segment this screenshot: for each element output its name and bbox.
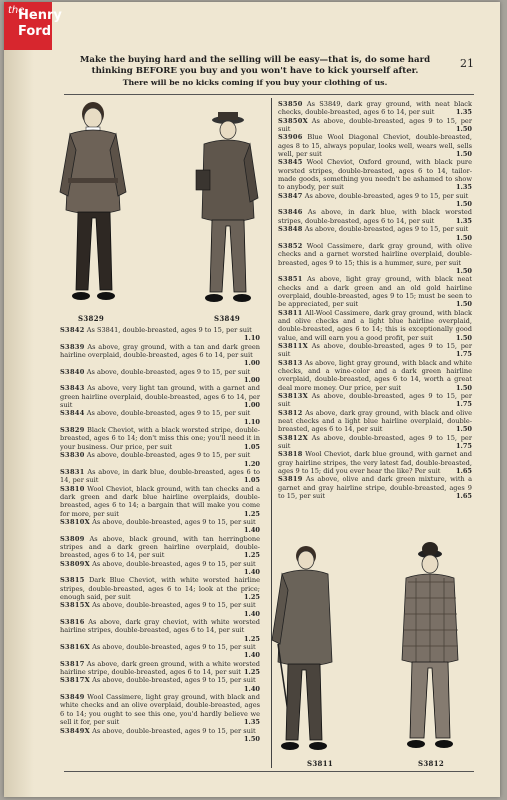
listing-price: 1.25: [243, 668, 260, 677]
listing-code: S3816: [60, 618, 85, 627]
listing-entry: [60, 601, 260, 618]
listing-price: 1.50: [455, 125, 472, 134]
listing-price: 1.50: [455, 266, 472, 275]
listing-price: 1.25: [243, 509, 260, 518]
listing-entry: [60, 426, 260, 451]
listing-entry: [60, 676, 260, 693]
listing-entry: [278, 158, 472, 191]
listing-code: S3842: [60, 326, 85, 334]
listing-code: S3819: [278, 475, 303, 484]
listing-description: As above, double-breasted, ages 9 to 15, per suit: [278, 341, 472, 359]
logo-text-henry: Henry: [18, 8, 62, 23]
listing-code: S3840: [60, 367, 85, 376]
listing-description: All-Wool Cassimere, dark gray ground, with black and olive checks and a light blue hairline overplaid, double-breasted, ages 6 to 14; this is exceptionally good value, and will earn you a good profit, per suit: [278, 308, 472, 342]
listing-code: S3810X: [60, 517, 91, 526]
listing-code: S3848: [278, 225, 303, 234]
listing-price: 1.50: [455, 383, 472, 392]
footer-rule: [64, 771, 474, 772]
listing-code: S3847: [278, 191, 303, 200]
listing-price: 1.25: [243, 551, 260, 560]
listing-code: S3818: [278, 450, 303, 459]
header-line-3: There will be no kicks coming if you buy your clothing of us.: [122, 78, 388, 87]
figure-caption-1: S3829: [78, 314, 105, 323]
listing-entry: [278, 275, 472, 308]
listing-code: S3831: [60, 467, 85, 476]
listing-price: 1.50: [455, 333, 472, 342]
listing-code: S3813X: [278, 392, 309, 401]
listing-code: S3843: [60, 384, 85, 393]
listing-code: S3812: [278, 408, 303, 417]
listing-code: S3850X: [278, 116, 309, 125]
boy-suit-illustration-1: [48, 100, 138, 312]
listing-price: 1.40: [243, 526, 260, 535]
listing-entry: [278, 342, 472, 359]
page-number: 21: [460, 57, 474, 70]
listing-entry: [278, 241, 472, 275]
listing-description: As above, dark green ground, with a white worsted hairline stripe, double-breasted, ages 6 to 14, per suit: [60, 659, 260, 677]
listing-price: 1.20: [243, 459, 260, 468]
listing-price: 1.75: [455, 350, 472, 359]
listing-description: As above, double-breasted, ages 9 to 15, per suit: [84, 451, 251, 460]
listing-code: S3845: [278, 158, 303, 167]
listing-description: Black Cheviot, with a black worsted stripe, double-breasted, ages 6 to 14; don't miss this one; you'll need it in your business. Our price, per suit: [60, 426, 260, 451]
listing-description: Wool Cheviot, dark blue ground, with garnet and gray hairline stripes, the very latest fad, double-breasted, ages 9 to 15; did you ever hear the like? Per suit: [278, 450, 472, 476]
listing-entry: [60, 576, 260, 601]
boy-suit-illustration-3: [262, 544, 342, 756]
listing-entry: [278, 191, 472, 209]
listing-description: As above, olive and dark green mixture, with a garnet and gray hairline stripe, double-breasted, ages 9 to 15, per suit: [278, 475, 472, 501]
listing-price: 1.50: [455, 233, 472, 242]
listing-code: S3809: [60, 534, 85, 543]
listing-entry: [60, 367, 260, 385]
listing-description: Wool Cheviot, black ground, with tan checks and a dark green and dark blue hairline overplaids, double-breasted, ages 6 to 14; a bargain that will make you come for more, per suit: [60, 484, 260, 518]
listing-code: S3812X: [278, 433, 309, 442]
listing-description: As above, very light tan ground, with a garnet and green hairline overplaid, double-breasted, ages 6 to 14, per suit: [60, 384, 260, 410]
listing-description: As above, dark gray ground, with black and olive neat checks and a light blue hairline overplaid, double-breasted, ages 6 to 14, per suit: [278, 408, 472, 434]
figure-caption-3: S3811: [307, 759, 334, 768]
listing-code: S3813: [278, 358, 303, 367]
listing-price: 1.05: [243, 476, 260, 485]
listing-entry: [60, 451, 260, 468]
listing-code: S3815: [60, 576, 85, 585]
listing-entry: [60, 643, 260, 660]
listing-code: S3809X: [60, 559, 91, 568]
listing-price: 1.75: [455, 442, 472, 451]
listing-price: 1.05: [243, 442, 260, 451]
listing-code: S3817X: [60, 676, 91, 685]
figure-caption-4: S3812: [418, 759, 445, 768]
listing-description: As above, light gray ground, with black and white checks, and a wine-color and a dark green hairline overplaid, double-breasted, ages 6 to 14, worth a great deal more money. Our price, per suit: [278, 358, 472, 392]
listing-entry: [60, 535, 260, 560]
left-column-listings: [60, 326, 260, 743]
listing-entry: [60, 485, 260, 518]
logo-text-ford: Ford: [18, 24, 52, 39]
page-header: [60, 55, 450, 88]
listing-description: Wool Cheviot, Oxford ground, with black pure worsted stripes, double-breasted, ages 6 to 14, tailor-made goods, something you needn't be ashamed to show to anybody, per suit: [278, 158, 472, 192]
listing-description: As above, in dark blue, with black worsted stripes, double-breasted, ages 6 to 14, per suit: [278, 208, 472, 225]
listing-description: As above, in dark blue, double-breasted, ages 6 to 14, per suit: [60, 467, 260, 485]
catalog-page: [4, 2, 500, 797]
listing-entry: [278, 225, 472, 242]
listing-price: 1.65: [455, 492, 472, 501]
listing-description: As above, double-breasted, ages 9 to 15, per suit: [90, 676, 256, 685]
boy-suit-illustration-4: [392, 542, 464, 754]
listing-entry: [60, 660, 260, 677]
listing-description: As above, double-breasted, ages 9 to 15, per suit: [302, 225, 469, 234]
listing-price: 1.50: [455, 200, 472, 209]
listing-description: As above, double-breasted, ages 9 to 15, per suit: [90, 643, 256, 652]
listing-entry: [60, 517, 260, 535]
listing-description: As above, double-breasted, ages 9 to 15, per suit: [90, 726, 256, 735]
listing-entry: [278, 117, 472, 134]
listing-entry: [278, 133, 472, 158]
listing-entry: [278, 392, 472, 409]
figure-caption-2: S3849: [214, 314, 241, 323]
listing-price: 1.10: [243, 334, 260, 343]
listing-price: 1.25: [243, 593, 260, 601]
listing-entry: [60, 326, 260, 343]
listing-entry: [60, 726, 260, 743]
listing-description: As above, light gray ground, with black neat checks and a dark green and an old gold hairline overplaid, double-breasted, ages 9 to 15; must be seen to be appreciated, per suit: [278, 275, 472, 309]
listing-description: As above, double-breasted, ages 9 to 15, per suit: [278, 116, 472, 134]
listing-price: 1.10: [243, 417, 260, 426]
listing-entry: [60, 468, 260, 485]
listing-price: 1.40: [243, 684, 260, 693]
listing-price: 1.50: [243, 734, 260, 743]
page-binding-shadow: [4, 2, 34, 797]
header-rule: [64, 94, 474, 95]
listing-entry: [60, 618, 260, 643]
listing-price: 1.35: [455, 183, 472, 192]
listing-code: S3849: [60, 693, 85, 702]
boy-suit-illustration-2: [186, 110, 266, 310]
listing-code: S3850: [278, 100, 303, 108]
listing-description: As above, double-breasted, ages 9 to 15, per suit: [84, 367, 251, 376]
listing-entry: [278, 450, 472, 475]
listing-price: 1.65: [455, 467, 472, 476]
listing-description: As above, double-breasted, ages 9 to 15, per suit: [90, 559, 256, 568]
listing-price: 1.25: [243, 634, 260, 643]
listing-description: As above, double-breasted, ages 9 to 15, per suit: [278, 392, 472, 409]
listing-price: 1.00: [243, 401, 260, 410]
listing-price: 1.40: [243, 567, 260, 576]
listing-price: 1.35: [455, 216, 472, 225]
listing-code: S3817: [60, 659, 85, 668]
listing-code: S3816X: [60, 643, 91, 652]
listing-code: S3849X: [60, 726, 91, 735]
listing-description: As above, double-breasted, ages 9 to 15, per suit: [90, 601, 256, 610]
listing-description: As above, double-breasted, ages 9 to 15, per suit: [84, 409, 251, 418]
listing-entry: [60, 409, 260, 426]
listing-entry: [278, 100, 472, 117]
henry-ford-logo: [4, 2, 62, 50]
listing-price: 1.50: [455, 150, 472, 159]
listing-price: 1.35: [243, 718, 260, 727]
listing-entry: [60, 384, 260, 409]
listing-code: S3844: [60, 409, 85, 418]
listing-entry: [278, 475, 472, 500]
listing-description: As above, double-breasted, ages 9 to 15, per suit: [302, 191, 469, 200]
listing-price: 1.50: [455, 300, 472, 309]
listing-description: Wool Cassimere, light gray ground, with black and white checks and an olive overplaid, double-breasted, ages 6 to 14; you ought to see this one, you'd hardly believe we sell it for, per suit: [60, 693, 260, 727]
listing-description: As above, double-breasted, ages 9 to 15, per suit: [90, 517, 256, 526]
listing-entry: [278, 309, 472, 342]
listing-description: As S3849, dark gray ground, with neat black checks, double-breasted, ages 6 to 14, per suit: [278, 100, 472, 117]
listing-entry: [278, 434, 472, 451]
listing-price: 1.00: [243, 376, 260, 385]
listing-entry: [278, 409, 472, 434]
listing-code: S3852: [278, 241, 303, 250]
listing-description: As above, dark gray cheviot, with white worsted hairline stripes, double-breasted, ages 6 to 14, per suit: [60, 618, 260, 635]
listing-description: Blue Wool Diagonal Cheviot, double-breasted, ages 8 to 15, always popular, looks well, wears well, sells well, per suit: [278, 133, 472, 159]
listing-price: 1.00: [243, 359, 260, 368]
listing-entry: [278, 208, 472, 225]
listing-entry: [60, 342, 260, 368]
listing-description: Wool Cassimere, dark gray ground, with olive checks and a garnet worsted hairline overplaid, double-breasted, ages 9 to 15; this is a hummer, sure, per suit: [278, 241, 472, 267]
listing-description: As above, black ground, with tan herringbone stripes and a dark green hairline overplaid, double-breasted, ages 6 to 14, per suit: [60, 534, 260, 560]
listing-price: 1.40: [243, 651, 260, 660]
listing-code: S3839: [60, 342, 85, 351]
listing-entry: [60, 693, 260, 726]
right-column-listings: [278, 100, 472, 501]
listing-price: 1.40: [243, 609, 260, 618]
logo-text-the: the: [8, 5, 25, 16]
listing-description: As above, double-breasted, ages 9 to 15, per suit: [278, 433, 472, 451]
listing-code: S3815X: [60, 601, 91, 610]
listing-code: S3810: [60, 484, 85, 493]
listing-price: 1.35: [455, 108, 472, 117]
listing-code: S3846: [278, 208, 303, 217]
listing-code: S3906: [278, 133, 303, 142]
listing-price: 1.50: [455, 425, 472, 434]
listing-description: As S3841, double-breasted, ages 9 to 15, per suit: [84, 326, 252, 334]
listing-entry: [278, 359, 472, 392]
listing-description: As above, gray ground, with a tan and dark green hairline overplaid, double-breasted, ages 6 to 14, per suit: [60, 342, 260, 360]
listing-code: S3830: [60, 451, 85, 460]
header-line-2: thinking BEFORE you buy and you won't have to kick yourself after.: [91, 66, 419, 76]
listing-price: 1.75: [455, 400, 472, 409]
listing-entry: [60, 559, 260, 576]
listing-code: S3829: [60, 426, 85, 435]
header-line-1: Make the buying hard and the selling will be easy—that is, do some hard: [79, 55, 431, 65]
listing-code: S3851: [278, 275, 303, 284]
listing-description: Dark Blue Cheviot, with white worsted hairline stripes, double-breasted, ages 6 to 14; look at the price; enough said, per suit: [60, 576, 260, 601]
listing-code: S3811: [278, 308, 303, 317]
listing-code: S3811X: [278, 341, 309, 350]
